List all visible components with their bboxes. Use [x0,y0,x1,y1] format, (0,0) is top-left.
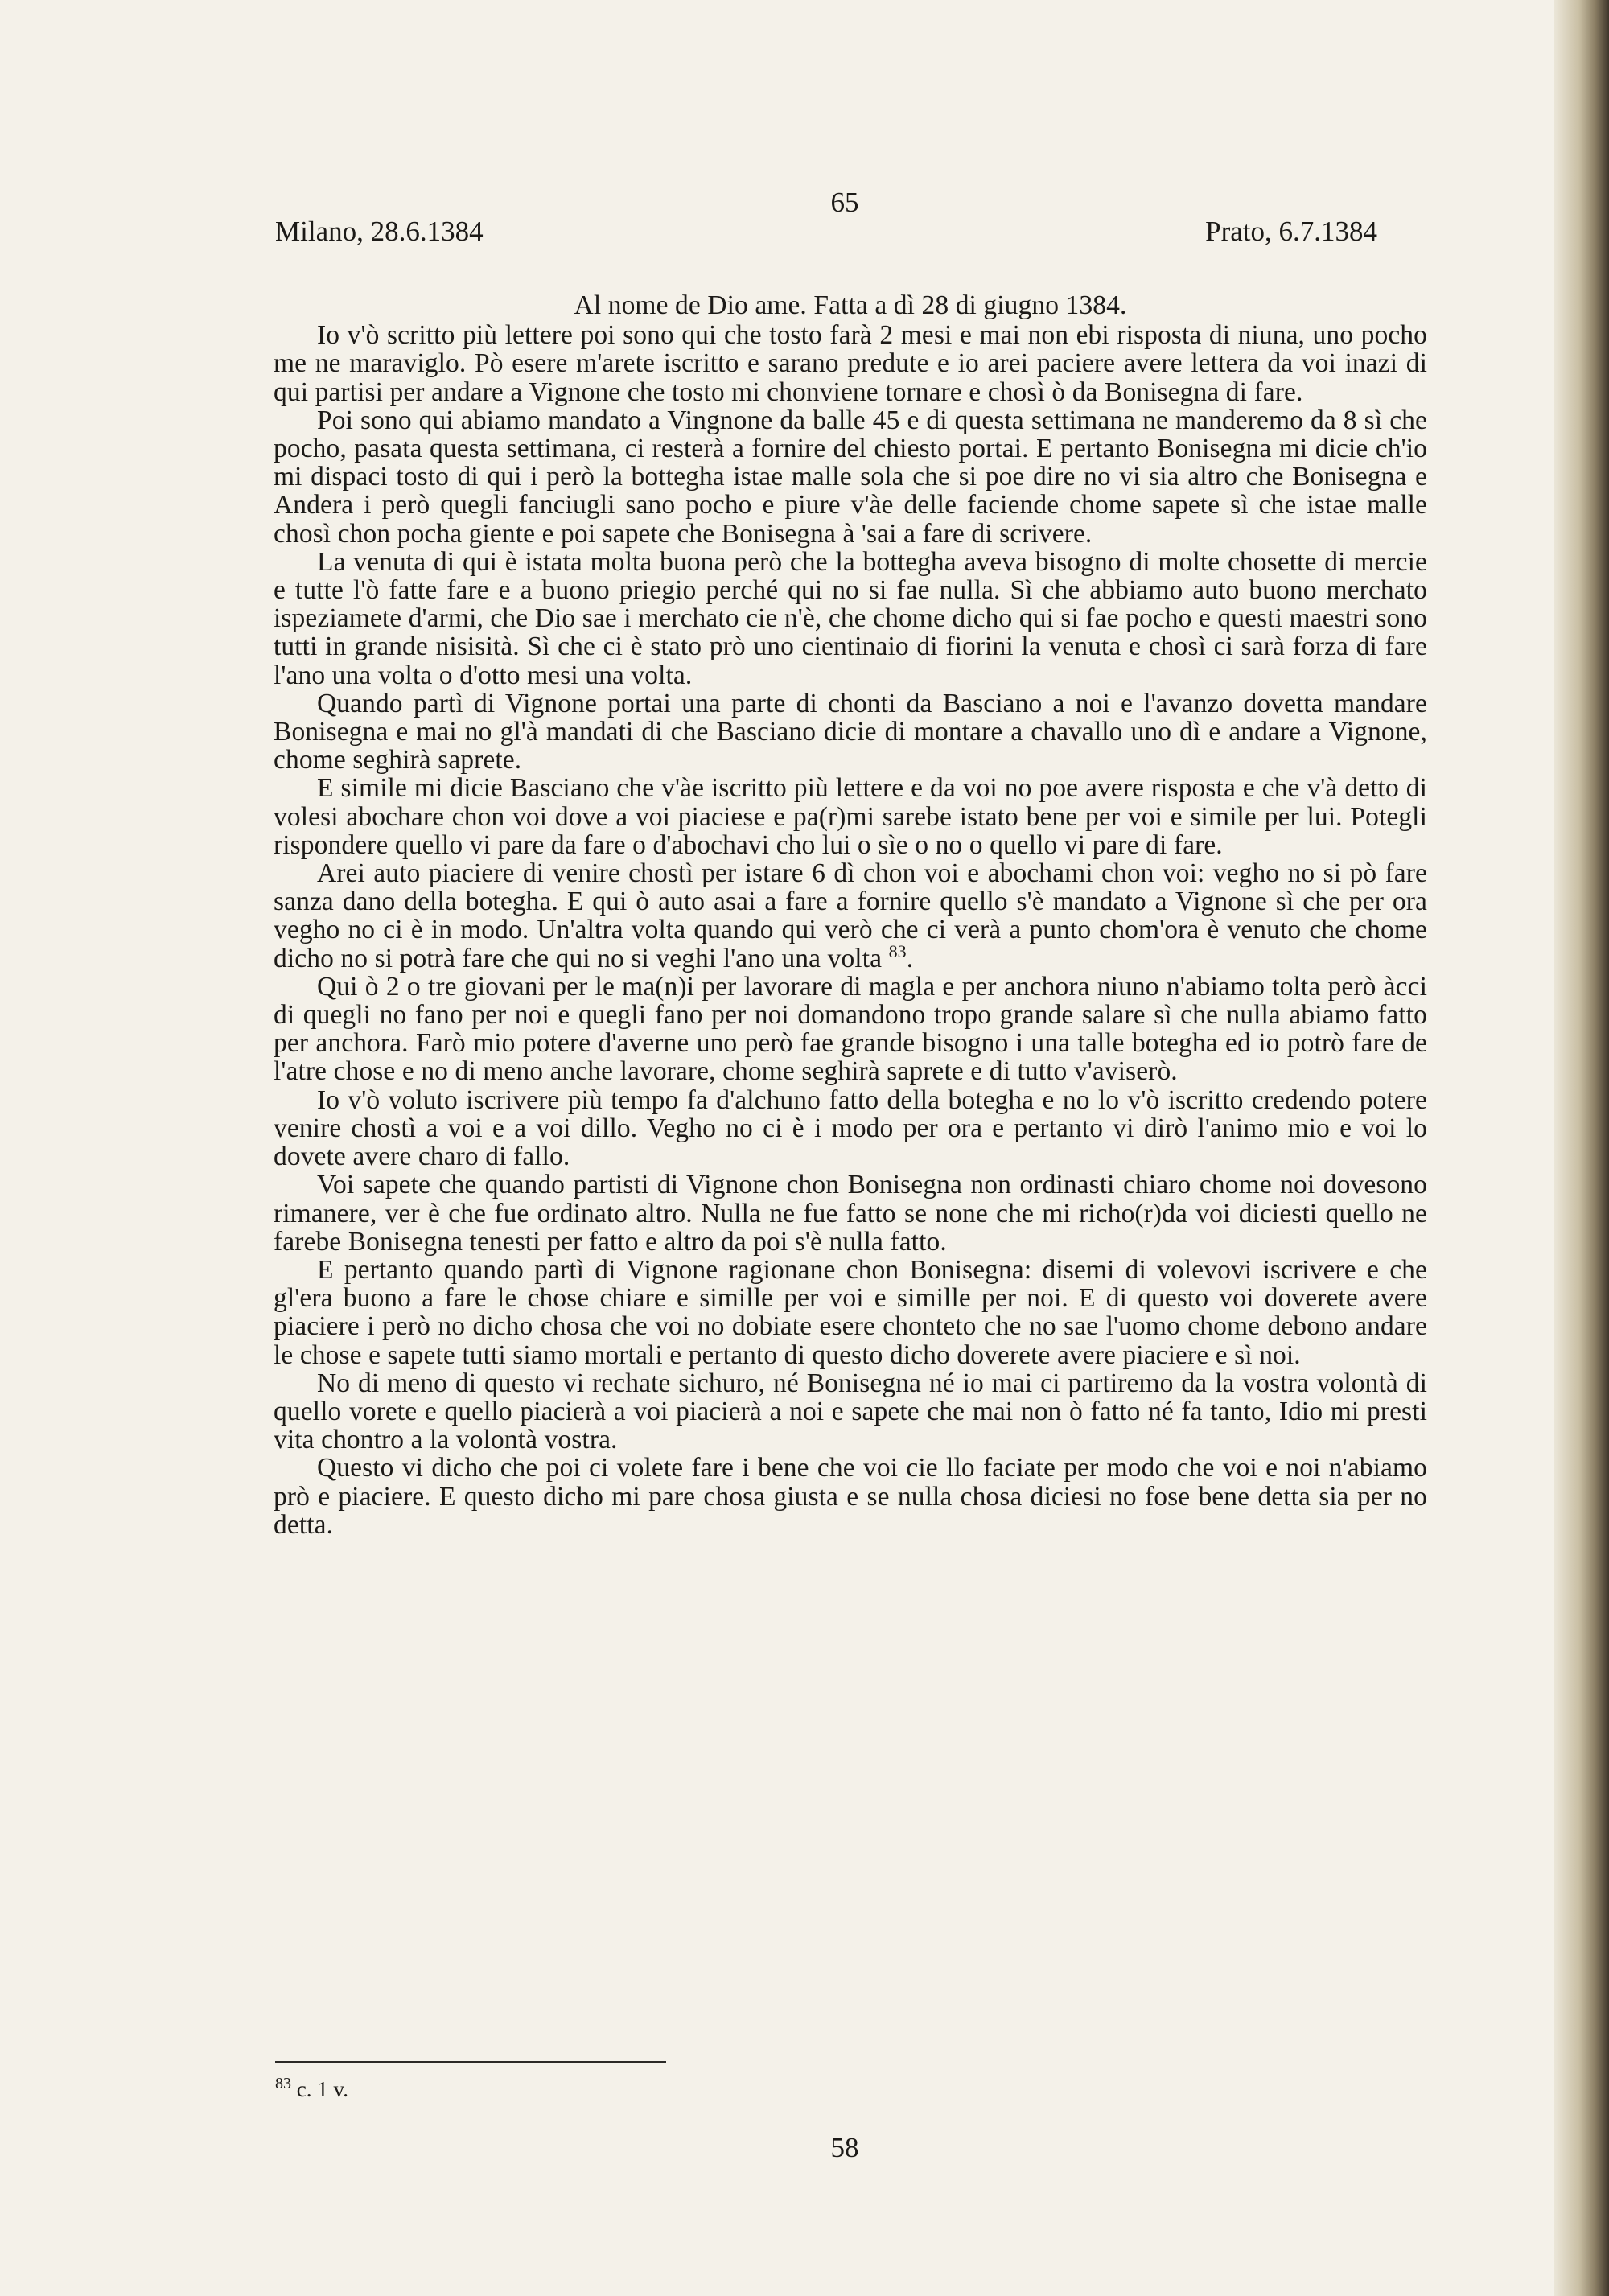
book-spine-shadow [1554,0,1609,2296]
paragraph: Io v'ò voluto iscrivere più tempo fa d'alchuno fatto della botegha e no lo v'ò iscritto credendo potere venire chostì a voi e a voi dillo. Vegho no ci è i modo per ora e pertanto vi dirò l'animo mio e voi lo dovete avere charo di fallo. [274,1084,1427,1172]
page-number: 58 [830,2132,859,2163]
paragraph: Io v'ò scritto più lettere poi sono qui che tosto farà 2 mesi e mai non ebi risposta di niuna, uno pocho me ne maraviglo. Pò esere m'arete iscritto e sarano predute e io arei paciere avere lettera da voi inazi di qui partisi per andare a Vignone che tosto mi chonviene tornare e chosì ò da Bonisegna di fare. [274,320,1427,407]
footnote [275,2076,348,2103]
paragraph-with-footnote: Arei auto piaciere di venire chostì per istare 6 dì chon voi e abochami chon voi: vegho no si pò fare sanza dano della botegha. E qui ò auto asai a fare a fornire quello s'è mandato a Vignone sì che per ora vegho no ci è in modo. Un'altra volta quando qui verò che ci verà a punto chom'ora è venuto che chome dicho no si potrà fare che qui no si veghi l'ano una volta $^{83}$. [274,858,1427,973]
letter-number: 65 [830,187,859,218]
paragraph: Qui ò 2 o tre giovani per le ma(n)i per lavorare di magla e per anchora niuno n'abiamo tolta però àcci di quegli no fano per noi e quegli fano per noi domandono tropo grande salare sì che nulla abiamo fatto per anchora. Farò mio potere d'averne uno però fae grande bisogno i una talle botegha ed io potrò fare de l'atre chose e no di meno anche lavorare, chome seghirà saprete e di tutto v'aviserò. [274,971,1427,1087]
paragraph: E pertanto quando partì di Vignone ragionane chon Bonisegna: disemi di volevovi iscrivere e che gl'era buono a fare le chose chiare e simille per voi e simille per noi. E di questo voi doverete avere piaciere i però no dicho chosa che voi no dobiate esere chonteto che no sae l'uomo chome debono andare le chose e sapete tutti siamo mortali e pertanto di questo dicho doverete avere piaciere e sì noi. [274,1254,1427,1370]
footnote-reference: 83 [888,940,907,961]
salutation: Al nome de Dio ame. Fatta a dì 28 di giugno 1384. [574,290,1127,320]
paragraph: Quando partì di Vignone portai una parte di chonti da Basciano a noi e l'avanzo dovetta mandare Bonisegna e mai no gl'à mandati di che Basciano dicie di montare a chavallo uno dì e andare a Vignone, chome seghirà saprete. [274,688,1427,776]
letter-body [274,291,1427,1539]
footnote-number: 83 [275,2075,291,2092]
paragraph: Poi sono qui abiamo mandato a Vingnone da balle 45 e di questa settimana ne manderemo da 8 sì che pocho, pasata questa settimana, ci resterà a fornire del chiesto portai. E pertanto Bonisegna mi dicie ch'io mi dispaci tosto di qui i però la bottegha istae malle sola che si poe dire no vi sia altro che Bonisegna e Andera i però quegli fanciugli sano pocho e piure v'àe delle faciende chome sapete sì che istae malle chosì chon pocha giente e poi sapete che Bonisegna à 'sai a fare di scrivere. [274,405,1427,549]
recipient-place-date: Prato, 6.7.1384 [1205,216,1377,247]
footnote-divider [275,2061,666,2063]
paragraph: Voi sapete che quando partisti di Vignone chon Bonisegna non ordinasti chiaro chome noi dovesono rimanere, ver è che fue ordinato altro. Nulla ne fue fatto se none che mi richo(r)da voi diciesti quello ne farebe Bonisegna tenesti per fatto e altro da poi s'è nulla fatto. [274,1170,1427,1257]
paragraph-text: Arei auto piaciere di venire chostì per istare 6 dì chon voi e abochami chon voi: vegho no si pò fare sanza dano della botegha. E qui ò auto asai a fare a fornire quello s'è mandato a Vignone sì che per ora vegho no ci è in modo. Un'altra volta quando qui verò che ci verà a punto chom'ora è venuto che chome dicho no si potrà fare che qui no si veghi l'ano una volta [274,858,1427,973]
paragraph: Questo vi dicho che poi ci volete fare i bene che voi cie llo faciate per modo che voi e noi n'abiamo prò e piaciere. E questo dicho mi pare chosa giusta e se nulla chosa diciesi no fose bene detta sia per no detta. [274,1453,1427,1540]
footnote-text: c. 1 v. [296,2077,348,2101]
paragraph: E simile mi dicie Basciano che v'àe iscritto più lettere e da voi no poe avere risposta e che v'à detto di volesi abochare chon voi dove a voi piaciese e pa(r)mi sarebe istato bene per voi e simile per lui. Potegli rispondere quello vi pare da fare o d'abochavi cho lui o sìe o no o quello vi pare di fare. [274,773,1427,860]
paragraph: La venuta di qui è istata molta buona però che la bottegha aveva bisogno di molte chosette di mercie e tutte l'ò fatte fare e a buono priegio perché qui no si fae nulla. Sì che abbiamo auto buono merchato ispeziamete d'armi, che Dio sae i merchato cie n'è, che chome dicho qui si fae pocho e questi maestri sono tutti in grande nisisità. Sì che ci è stato prò uno cientinaio di fiorini la venuta e chosì ci sarà forza di fare l'ano una volta o d'otto mesi una volta. [274,546,1427,690]
sender-place-date: Milano, 28.6.1384 [275,216,484,247]
paragraph: No di meno di questo vi rechate sichuro, né Bonisegna né io mai ci partiremo da la vostra volontà di quello vorete e quello piacierà a voi piacierà a noi e sapete che mai non ò fatto né fa tanto, Idio mi presti vita chontro a la volontà vostra. [274,1368,1427,1455]
